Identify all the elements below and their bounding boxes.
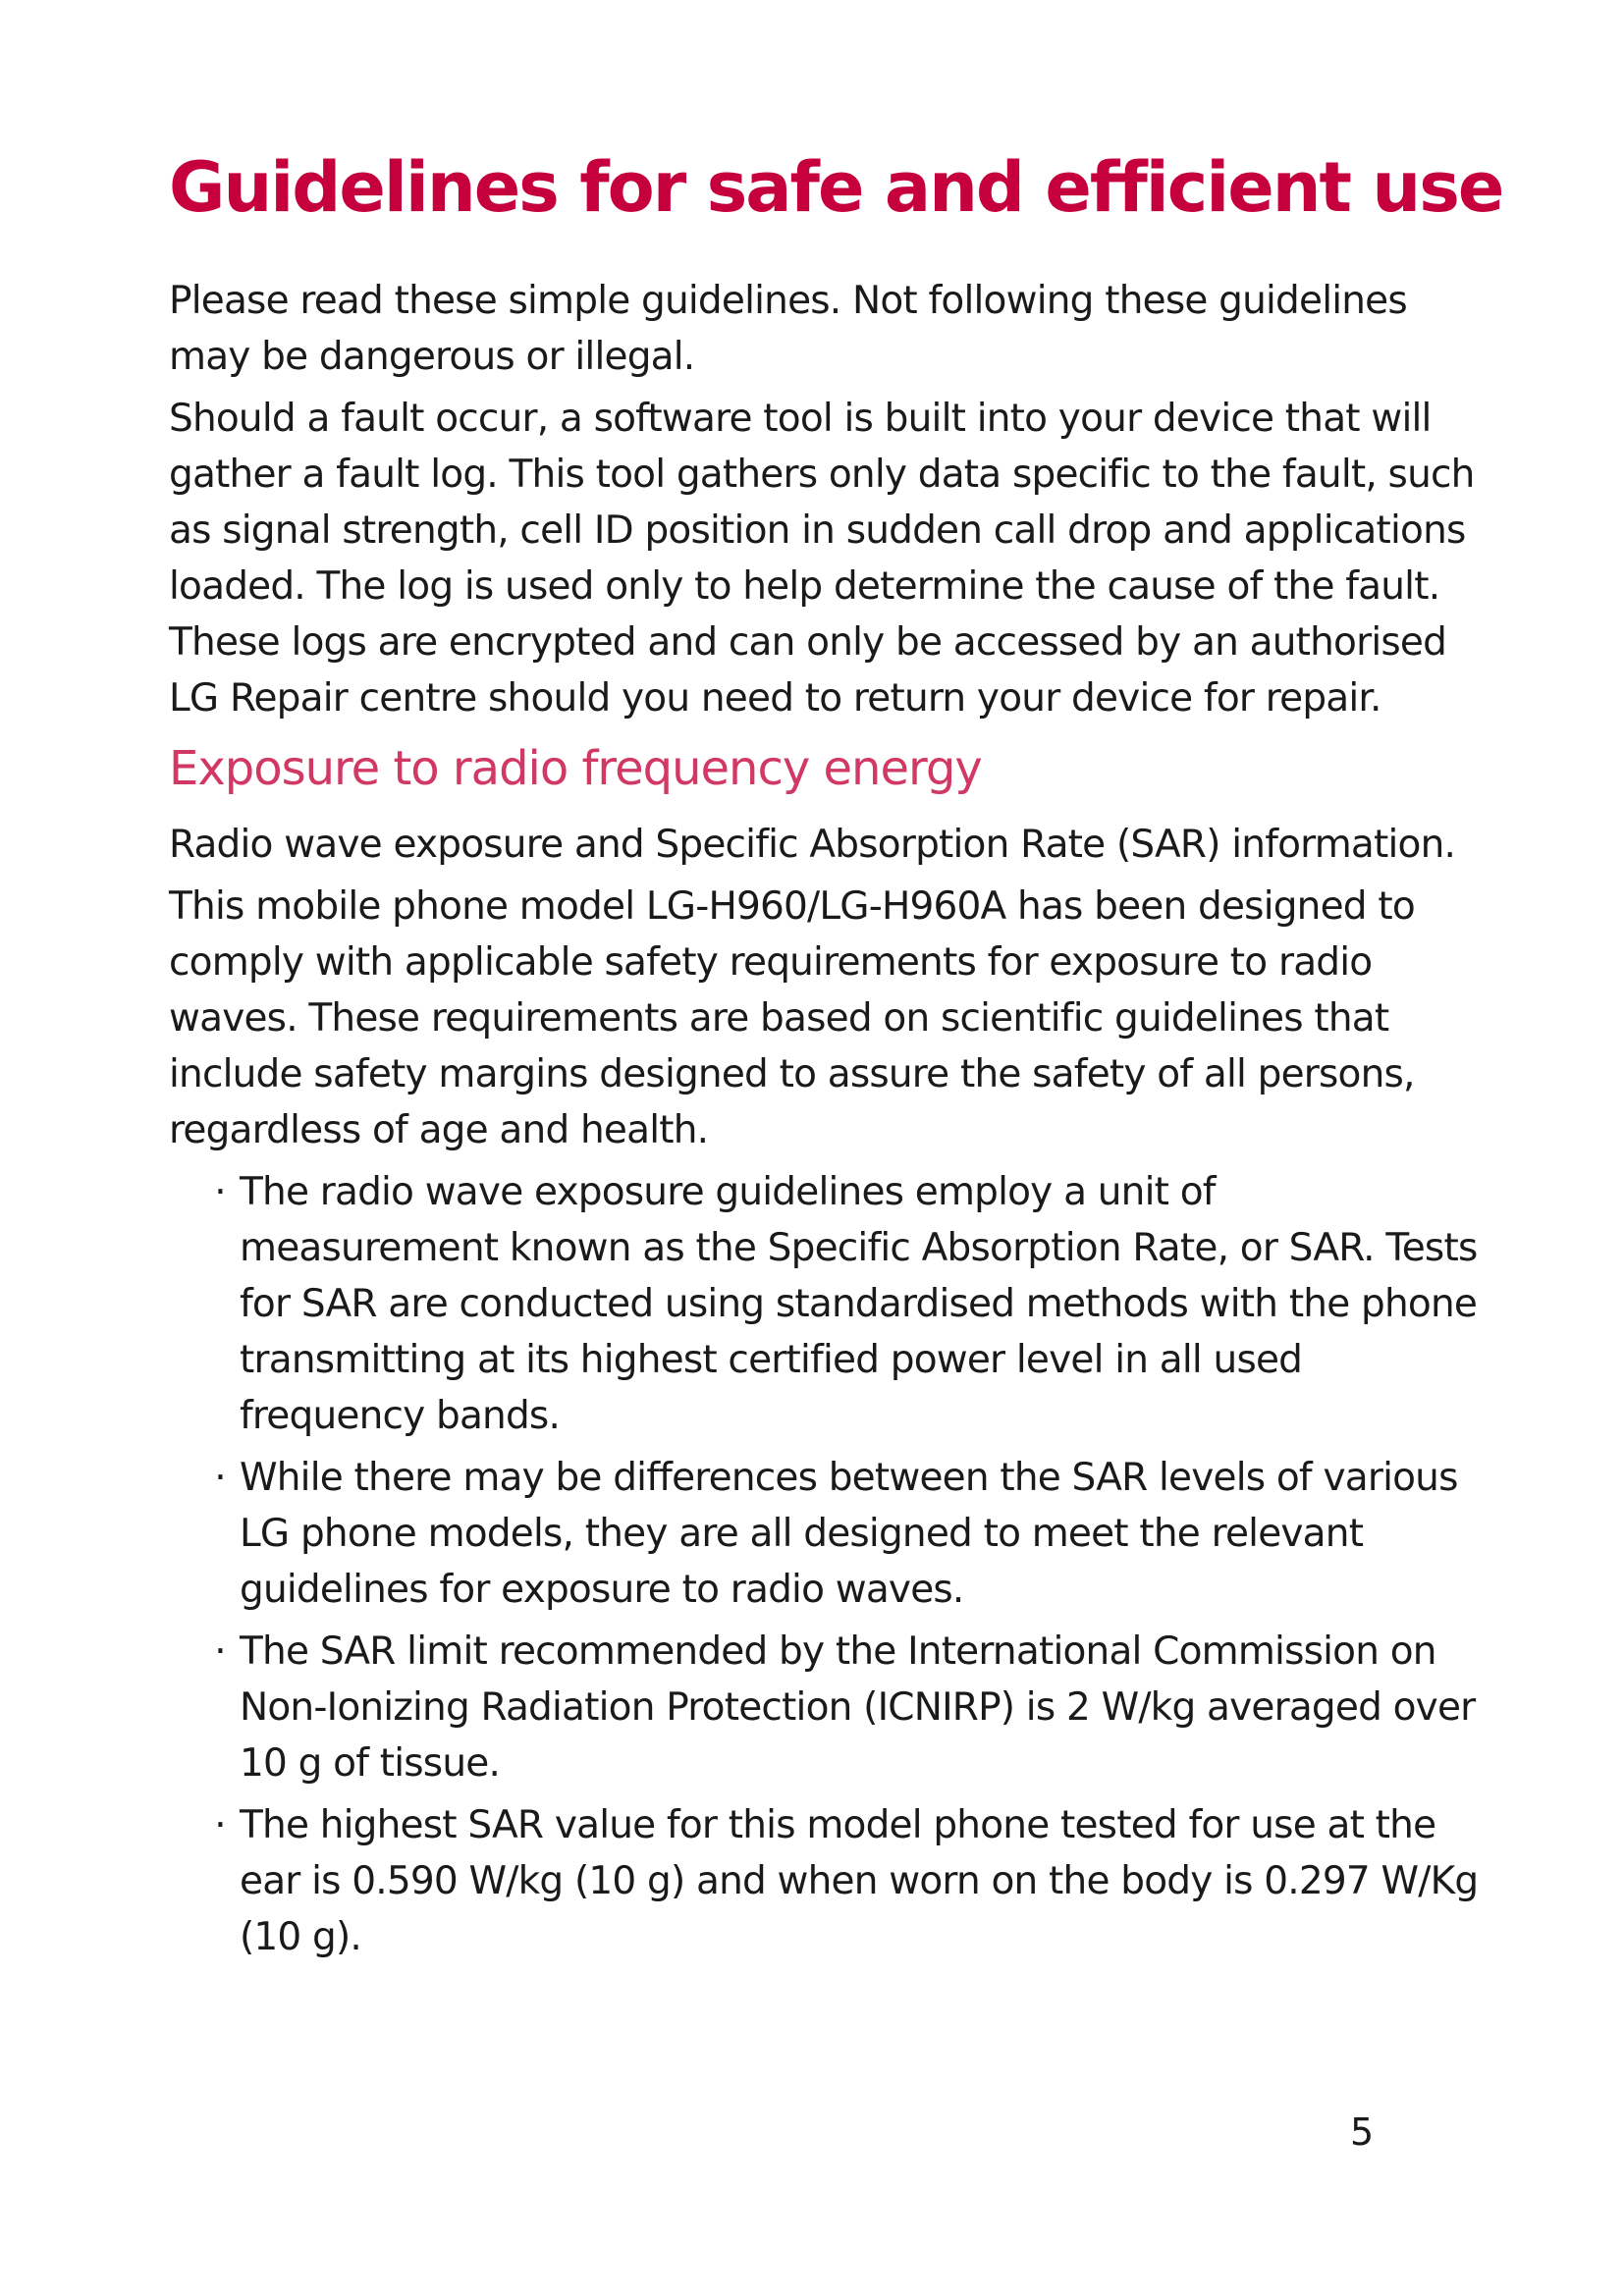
list-item: [169, 1450, 1485, 1618]
section-body: [169, 817, 1485, 1971]
bullet-marker: ·: [214, 1170, 226, 1214]
list-item-text: The radio wave exposure guidelines employ a unit of measurement known as the Specific Absorption Rate, or SAR. Tests for SAR are conducted using standardised methods with the phone transmitting at its highest certified power level in all used frequency bands.: [240, 1170, 1478, 1438]
list-item: [169, 1164, 1485, 1444]
list-item-text: The SAR limit recommended by the International Commission on Non-Ionizing Radiation Protection (ICNIRP) is 2 W/kg averaged over 10 g of tissue.: [240, 1629, 1476, 1786]
intro-paragraph: Should a fault occur, a software tool is built into your device that will gather a fault log. This tool gathers only data specific to the fault, such as signal strength, cell ID position in sudden call drop and applications loaded. The log is used only to help determine the cause of the fault. These logs are encrypted and can only be accessed by an authorised LG Repair centre should you need to return your device for repair.: [169, 397, 1475, 721]
intro-paragraph: Please read these simple guidelines. Not following these guidelines may be dangerous or illegal.: [169, 279, 1407, 379]
list-item-text: While there may be differences between the SAR levels of various LG phone models, they are all designed to meet the relevant guidelines for exposure to radio waves.: [240, 1456, 1458, 1612]
page-number: 5: [1350, 2110, 1375, 2154]
sar-bullet-list: [169, 1164, 1485, 1965]
list-item-text: The highest SAR value for this model phone tested for use at the ear is 0.590 W/kg (10 g) and when worn on the body is 0.297 W/Kg (10 g).: [240, 1803, 1479, 1959]
bullet-marker: ·: [214, 1803, 226, 1847]
list-item: [169, 1624, 1485, 1791]
page-title: Guidelines for safe and efficient use: [169, 147, 1503, 228]
section-paragraph: Radio wave exposure and Specific Absorption Rate (SAR) information.: [169, 823, 1456, 867]
list-item: [169, 1797, 1485, 1965]
bullet-marker: ·: [214, 1456, 226, 1500]
bullet-marker: ·: [214, 1629, 226, 1674]
intro-section: [169, 273, 1485, 732]
section-paragraph: This mobile phone model LG-H960/LG-H960A has been designed to comply with applicable safety requirements for exposure to radio waves. These requirements are based on scientific guidelines that include safety margins designed to assure the safety of all persons, regardless of age and health.: [169, 884, 1415, 1152]
section-heading: Exposure to radio frequency energy: [169, 741, 982, 796]
